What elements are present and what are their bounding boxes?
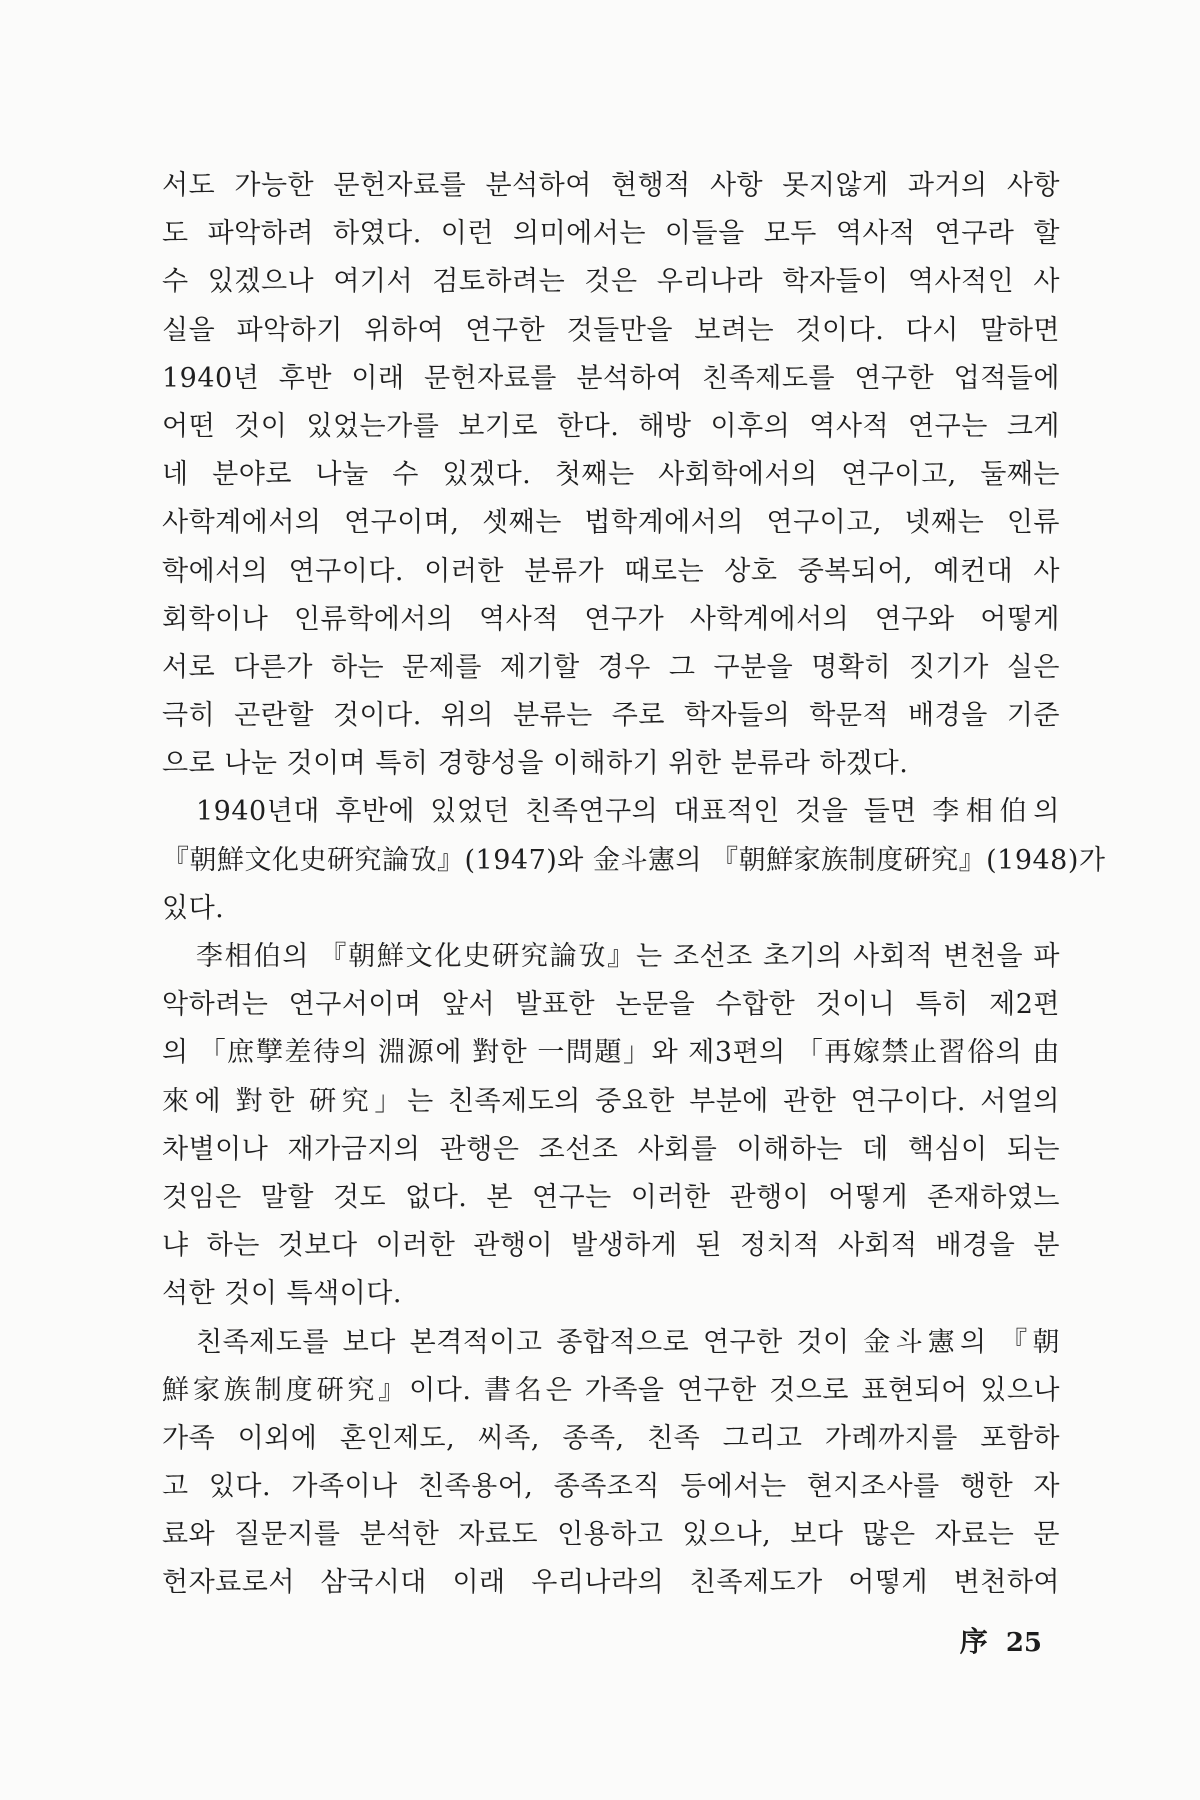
- text-line: 네 분야로 나눌 수 있겠다. 첫째는 사회학에서의 연구이고, 둘째는: [162, 459, 1060, 491]
- text-line: 으로 나눈 것이며 특히 경향성을 이해하기 위한 분류라 하겠다.: [162, 748, 909, 780]
- text-line: 도 파악하려 하였다. 이런 의미에서는 이들을 모두 역사적 연구라 할: [162, 218, 1060, 250]
- paragraph-1: [162, 162, 1060, 788]
- text-line: 수 있겠으나 여기서 검토하려는 것은 우리나라 학자들이 역사적인 사: [162, 266, 1060, 298]
- text-line: 것임은 말할 것도 없다. 본 연구는 이러한 관행이 어떻게 존재하였느: [162, 1181, 1060, 1213]
- text-line: 료와 질문지를 분석한 자료도 인용하고 있으나, 보다 많은 자료는 문: [162, 1519, 1060, 1551]
- text-line: 악하려는 연구서이며 앞서 발표한 논문을 수합한 것이니 특히 제2편: [162, 989, 1060, 1021]
- text-line: 고 있다. 가족이나 친족용어, 종족조직 등에서는 현지조사를 행한 자: [162, 1471, 1060, 1503]
- page-footer: [959, 1620, 1042, 1658]
- text-line: 서도 가능한 문헌자료를 분석하여 현행적 사항 못지않게 과거의 사항: [162, 170, 1060, 201]
- text-line: 헌자료로서 삼국시대 이래 우리나라의 친족제도가 어떻게 변천하여: [162, 1567, 1060, 1599]
- paragraph-3: [162, 933, 1060, 1319]
- text-line: 어떤 것이 있었는가를 보기로 한다. 해방 이후의 역사적 연구는 크게: [162, 410, 1060, 442]
- text-line: 있다.: [162, 892, 225, 924]
- text-line: 서로 다른가 하는 문제를 제기할 경우 그 구분을 명확히 짓기가 실은: [162, 651, 1060, 683]
- text-line: 李相伯의 『朝鮮文化史硏究論攷』는 조선조 초기의 사회적 변천을 파: [196, 941, 1060, 972]
- text-line: 실을 파악하기 위하여 연구한 것들만을 보려는 것이다. 다시 말하면: [162, 314, 1060, 346]
- text-line: 석한 것이 특색이다.: [162, 1278, 402, 1310]
- text-line: 차별이나 재가금지의 관행은 조선조 사회를 이해하는 데 핵심이 되는: [162, 1133, 1060, 1165]
- paragraph-4: [162, 1319, 1060, 1608]
- text-line: 냐 하는 것보다 이러한 관행이 발생하게 된 정치적 사회적 배경을 분: [162, 1230, 1060, 1262]
- text-line: 來에 對한 硏究」는 친족제도의 중요한 부분에 관한 연구이다. 서얼의: [162, 1085, 1060, 1117]
- text-line: 가족 이외에 혼인제도, 씨족, 종족, 친족 그리고 가례까지를 포함하: [162, 1422, 1060, 1454]
- text-line: 1940년 후반 이래 문헌자료를 분석하여 친족제도를 연구한 업적들에: [162, 362, 1060, 394]
- section-mark: 序: [959, 1625, 988, 1658]
- text-line: 鮮家族制度硏究』이다. 書名은 가족을 연구한 것으로 표현되어 있으나: [162, 1374, 1060, 1406]
- text-line: 사학계에서의 연구이며, 셋째는 법학계에서의 연구이고, 넷째는 인류: [162, 507, 1060, 539]
- text-line: 의 「庶孼差待의 淵源에 對한 一問題」와 제3편의 「再嫁禁止習俗의 由: [162, 1037, 1060, 1069]
- paragraph-2: [162, 788, 1106, 933]
- text-line: 친족제도를 보다 본격적이고 종합적으로 연구한 것이 金斗憲의 『朝: [196, 1326, 1060, 1358]
- page-number: 25: [1005, 1628, 1042, 1658]
- text-line: 회학이나 인류학에서의 역사적 연구가 사학계에서의 연구와 어떻게: [162, 603, 1060, 635]
- body-text: [162, 162, 1106, 1608]
- text-line: 극히 곤란할 것이다. 위의 분류는 주로 학자들의 학문적 배경을 기준: [162, 700, 1060, 732]
- text-line: 1940년대 후반에 있었던 친족연구의 대표적인 것을 들면 李相伯의: [196, 796, 1060, 828]
- text-line: 학에서의 연구이다. 이러한 분류가 때로는 상호 중복되어, 예컨대 사: [162, 555, 1060, 587]
- text-line: 『朝鮮文化史硏究論攷』(1947)와 金斗憲의 『朝鮮家族制度硏究』(1948)가: [162, 844, 1106, 876]
